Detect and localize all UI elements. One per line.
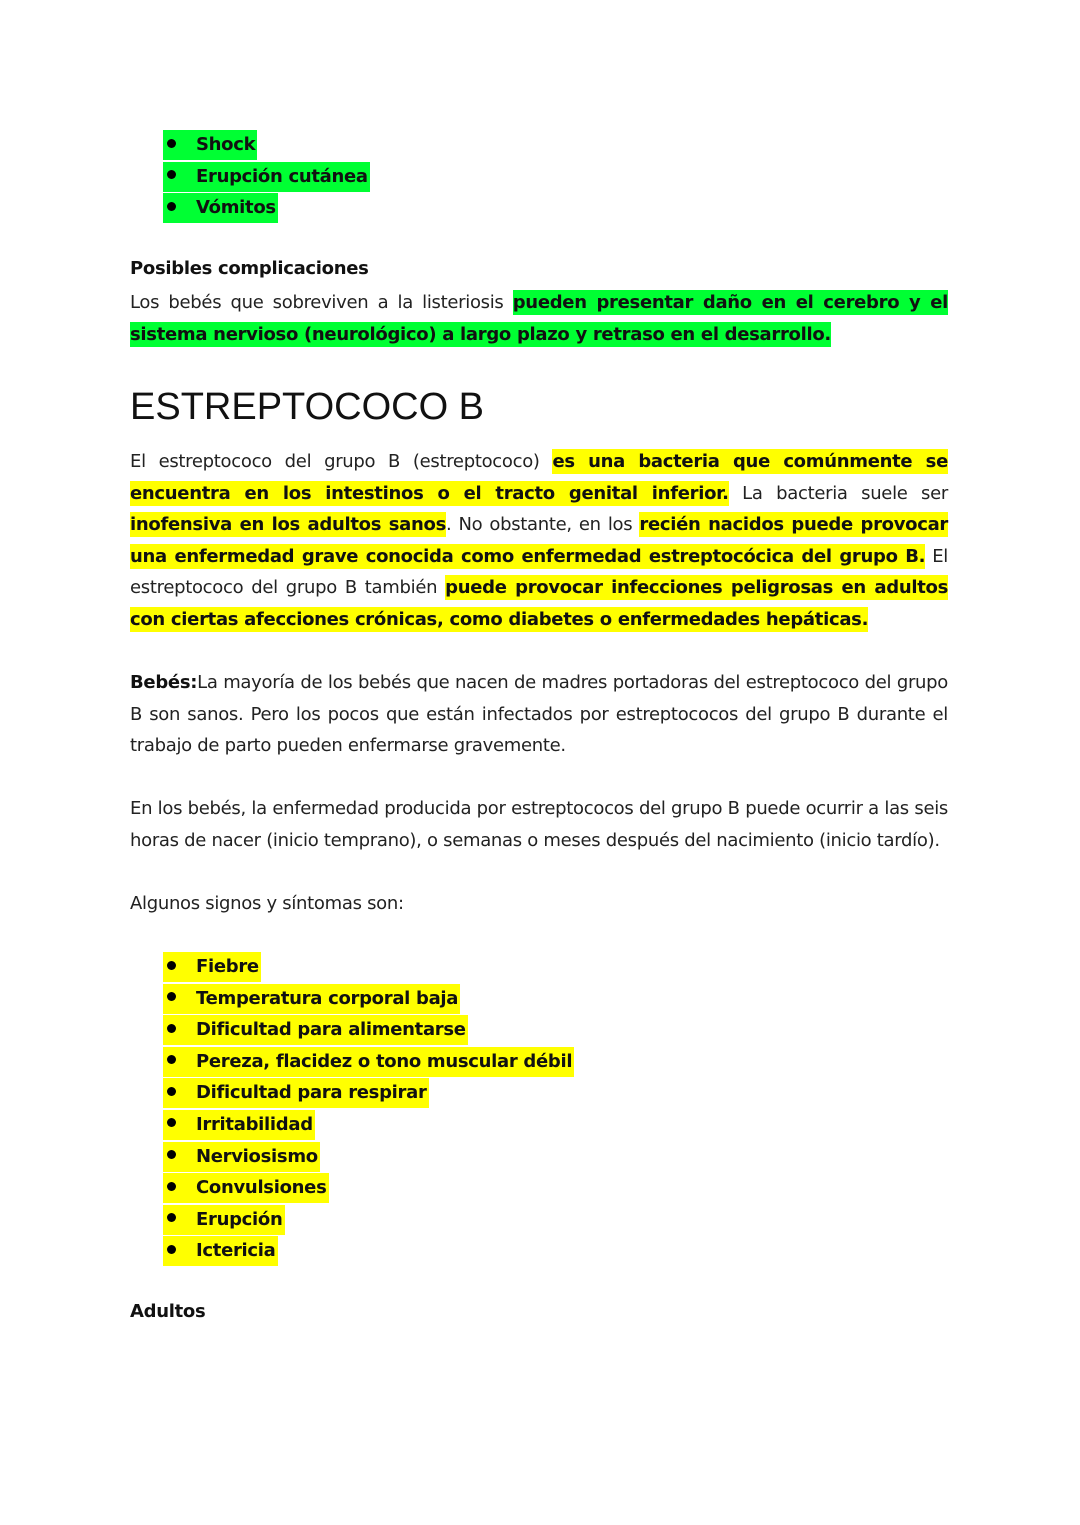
complications-heading: Posibles complicaciones: [130, 258, 369, 279]
bullet-icon: [167, 202, 176, 211]
list-item: Temperatura corporal baja: [163, 983, 574, 1015]
bullet-icon: [167, 1118, 176, 1127]
list-item: Erupción: [163, 1204, 574, 1236]
list-item: Nerviosismo: [163, 1141, 574, 1173]
bullet-icon: [167, 1150, 176, 1159]
bullet-icon: [167, 961, 176, 970]
bullet-icon: [167, 1182, 176, 1191]
list-item: Shock: [163, 129, 370, 161]
intro-paragraph: El estreptococo del grupo B (estreptococo) es una bacteria que comúnmente se encuentra en los intestinos o el tracto genital inferior. La bacteria suele ser inofensiva en los adultos sanos. No obstante, en los recién nacidos puede provocar una enfermedad grave conocida como enfermedad estreptocócica del grupo B. El estreptococo del grupo B también puede provocar infecciones peligrosas en adultos con ciertas afecciones crónicas, como diabetes o enfermedades hepáticas.: [130, 451, 949, 630]
highlighted-text: inofensiva en los adultos sanos: [130, 514, 446, 536]
highlighted-text: recién nacidos puede provocar una enfermedad grave conocida como enfermedad estreptocócica del grupo B.: [130, 514, 949, 567]
highlighted-text: pueden presentar daño en el cerebro y el sistema nervioso (neurológico) a largo plazo y retraso en el desarrollo.: [130, 292, 948, 345]
list-item: Pereza, flacidez o tono muscular débil: [163, 1046, 574, 1078]
list-item: Irritabilidad: [163, 1109, 574, 1141]
signs-intro: Algunos signos y síntomas son:: [130, 893, 404, 914]
list-item: Dificultad para alimentarse: [163, 1014, 574, 1046]
bullet-icon: [167, 992, 176, 1001]
bullet-icon: [167, 1087, 176, 1096]
bullet-icon: [167, 1055, 176, 1064]
complications-paragraph: Los bebés que sobreviven a la listeriosis pueden presentar daño en el cerebro y el sistema nervioso (neurológico) a largo plazo y retraso en el desarrollo.: [130, 292, 948, 345]
babies-paragraph: Bebés:La mayoría de los bebés que nacen de madres portadoras del estreptococo del grupo B son sanos. Pero los pocos que están infectados por estreptococos del grupo B durante el trabajo de parto pueden enfermarse gravemente.: [130, 672, 948, 757]
highlighted-text: es una bacteria que comúnmente se encuentra en los intestinos o el tracto genital inferior.: [130, 451, 948, 504]
list-item: Fiebre: [163, 951, 574, 983]
list-item: Convulsiones: [163, 1172, 574, 1204]
bullet-icon: [167, 1213, 176, 1222]
list-item: Dificultad para respirar: [163, 1077, 574, 1109]
listeriosis-symptom-list: [163, 129, 370, 224]
adults-heading: Adultos: [130, 1301, 206, 1322]
babies-label: Bebés:: [130, 672, 198, 693]
bullet-icon: [167, 170, 176, 179]
highlighted-text: puede provocar infecciones peligrosas en adultos con ciertas afecciones crónicas, como diabetes o enfermedades hepáticas.: [130, 577, 948, 630]
section-title: ESTREPTOCOCO B: [130, 386, 485, 428]
onset-paragraph: En los bebés, la enfermedad producida por estreptococos del grupo B puede ocurrir a las seis horas de nacer (inicio temprano), o semanas o meses después del nacimiento (inicio tardío).: [130, 798, 948, 851]
list-item: Erupción cutánea: [163, 161, 370, 193]
list-item: Ictericia: [163, 1235, 574, 1267]
bullet-icon: [167, 1024, 176, 1033]
list-item: Vómitos: [163, 192, 370, 224]
signs-list: [163, 951, 574, 1267]
bullet-icon: [167, 139, 176, 148]
bullet-icon: [167, 1245, 176, 1254]
